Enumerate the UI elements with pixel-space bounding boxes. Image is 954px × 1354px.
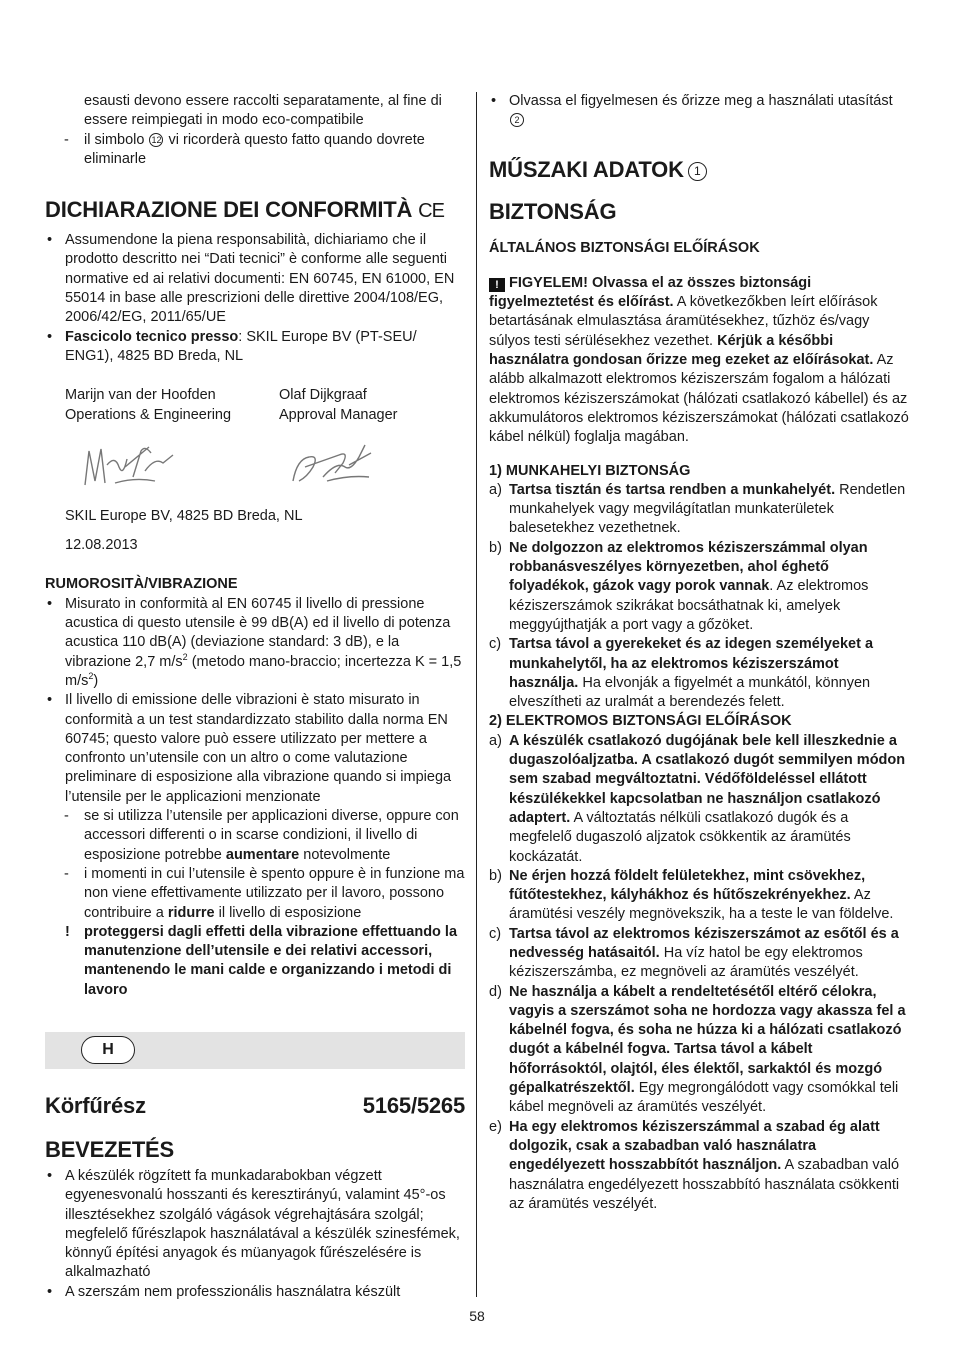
language-section-bar (45, 1032, 465, 1069)
conformity-bullet-2: • Fascicolo tecnico presso: SKIL Europe BV (PT-SEU/ ENG1), 4825 BD Breda, NL (45, 328, 465, 367)
signer-2-role: Approval Manager (279, 406, 398, 423)
noise-bullet-2: • Il livello di emissione delle vibrazioni è stato misurato in conformità a un test standardizzato stabilito dalla norma EN 60745; questo valore può essere utilizzato per mettere a confronto un’utensile con un altro o come valutazione preliminare di esposizione alla vibrazione quando si impiega l’utensile per le applicazioni menzionate (45, 691, 465, 807)
exclamation-icon: ! (65, 923, 70, 940)
safety-heading: BIZTONSÁG (489, 198, 617, 224)
signature-1-image (75, 437, 279, 497)
intro-bullet-1: • A készülék rögzített fa munkadarabokban végzett egyenesvonalú hosszanti és keresztirányú, valamint 45°-os illesztésekhez szolgáló vágások végrehajtására szolgál; megfelelő fűrészlapok használatával a készülék szinesfémek, könnyű építési anyagok és müanyagok fűrészelésére is alkalmazható (45, 1167, 465, 1283)
noise-heading: RUMOROSITÀ/VIBRAZIONE (45, 576, 238, 593)
noise-dash-1: - se si utilizza l’utensile per applicazioni diverse, oppure con accessori differenti o in scarse condizioni, il livello di esposizione potrebbe aumentare notevolmente (45, 807, 465, 865)
electrical-safety-heading: 2) ELEKTROMOS BIZTONSÁGI ELŐÍRÁSOK (489, 713, 792, 730)
intro-heading: BEVEZETÉS (45, 1136, 175, 1162)
left-column (45, 92, 465, 1302)
general-safety-heading: ÁLTALÁNOS BIZTONSÁGI ELŐÍRÁSOK (489, 239, 760, 256)
language-badge: H (81, 1036, 135, 1064)
conformity-bullet-1: • Assumendone la piena responsabilità, dichiariamo che il prodotto descritto nei “Dati tecnici” è conforme alle seguenti normative ed ai relativi documenti: EN 60745, EN 61000, EN 55014 in base alle prescrizioni delle direttive 2004/108/EG, 2006/42/EG, 2011/65/UE (45, 231, 465, 327)
signer-2-name: Olaf Dijkgraaf (279, 387, 367, 404)
noise-bullet-1: • Misurato in conformità al EN 60745 il livello di pressione acustica di questo utensile è 99 dB(A) ed il livello di potenza acustica 110 dB(A) (deviazione standard: 3 dB), e la vibrazione 2,7 $m/s^2$ (metodo mano-braccio; incertezza K = 1,5 $m/s^2$) (45, 595, 465, 691)
tech-data-heading: MŰSZAKI ADATOK 1 (489, 157, 911, 183)
work-area-heading: 1) MUNKAHELYI BIZTONSÁG (489, 462, 691, 479)
work-area-a: a) Tartsa tisztán és tartsa rendben a munkahelyét. Rendetlen munkahelyek vagy megvilágítatlan munkaterületek balesetekhez vezethetnek. (489, 481, 906, 537)
warning-triangle-icon: ! (489, 278, 505, 292)
product-name: Körfűrész (45, 1092, 146, 1118)
electrical-b: b) Ne érjen hozzá földelt felületekhez, mint csövekhez, fűtőtestekhez, kályhákhoz és hűtőszekrényekhez. Az áramütési veszély megnövekszik, ha a teste le van földelve. (489, 867, 894, 923)
signature-images (45, 437, 465, 499)
signer-1-role: Operations & Engineering (65, 406, 232, 423)
signatories (45, 386, 465, 425)
electrical-a: a) A készülék csatlakozó dugójának bele kell illeszkednie a dugaszolóaljzatba. A csatlakozó dugót semmilyen módon sem szabad megváltoztatni. Védőföldeléssel ellátott készülékekkel kapcsolatban ne használjon csatlakozó adaptert. A változtatás nélküli csatlakozó dugók és a megfelelő dugaszoló aljzatok csökkentik az áramütés kockázatát. (489, 732, 906, 865)
work-area-c: c) Tartsa távol a gyerekeket és az idegen személyeket a munkahelytől, ha az elektromos kéziszerszámot használja. Ha elvonják a figyelmét a munkától, könnyen elveszítheti az uralmát a berendezés felett. (489, 636, 874, 711)
noise-dash-2: - i momenti in cui l’utensile è spento oppure è in funzione ma non viene effettivamente utilizzato per il lavoro, possono contribuire a ridurre il livello di esposizione (45, 865, 465, 923)
company-address: SKIL Europe BV, 4825 BD Breda, NL (65, 507, 303, 524)
symbol-2-icon: 2 (510, 113, 524, 127)
electrical-e: e) Ha egy elektromos kéziszerszámmal a szabad ég alatt dolgozik, csak a szabadban való használatra engedélyezett hosszabbítót használjon. A szabadban való használatra engedélyezett hosszabbító használata csökkenti az áramütés veszélyét. (489, 1118, 900, 1212)
work-area-b: b) Ne dolgozzon az elektromos kéziszerszámmal olyan robbanásveszélyes környezetben, ahol éghető folyadékok, gázok vagy porok vannak. Az elektromos kéziszerszámok szikrákat bocsáthatnak ki, amelyek meggyújthatják a port vagy a gőzöket. (489, 539, 869, 633)
page-number: 58 (469, 1308, 485, 1324)
read-manual-bullet: • Olvassa el figyelmesen és őrizze meg a használati utasítást 2 (489, 92, 911, 131)
signer-1-name: Marijn van der Hoofden (65, 387, 216, 404)
product-model: 5165/5265 (362, 1092, 465, 1118)
vibration-warning: ! proteggersi dagli effetti della vibrazione effettuando la manutenzione dell’utensile e dei relativi accessori, mantenendo le mani calde e organizzando i metodi di lavoro (65, 923, 458, 998)
intro-bullet-2: • A szerszám nem professzionális használatra készült (45, 1283, 465, 1302)
conformity-heading: DICHIARAZIONE DEI CONFORMITÀ CE (45, 197, 444, 223)
ce-mark-icon: CE (418, 200, 444, 223)
column-divider (476, 92, 477, 1297)
electrical-d: d) Ne használja a kábelt a rendeltetésétől eltérő célokra, vagyis a szerszámot soha ne hordozza vagy akassza fel a kábelnél fogva, és soha ne húzza ki a hálózati csatlakozó dugót a kábelnél fogva. Tartsa távol a kábelt hőforrásoktól, olajtól, éles élektől, sarkaktól és mozgó gépalkatrészektől. Egy megrongálódott vagy csomókkal teli kábel megnöveli az áramütés veszélyét. (489, 983, 906, 1116)
electrical-c: c) Tartsa távol az elektromos kéziszerszámot az esőtől és a nedvesség hatásaitól. Ha víz hatol be egy elektromos kéziszerszámba, ez megnöveli az áramütés veszélyét. (489, 925, 899, 981)
disposal-continued: esausti devono essere raccolti separatamente, al fine di essere reimpiegati in modo eco-compatibile (84, 93, 442, 129)
signature-date: 12.08.2013 (65, 537, 138, 554)
general-warning: ! FIGYELEM! Olvassa el az összes biztonsági figyelmeztetést és előírást. A következőkben leírt előírások betartásának elmulasztása áramütésekhez, tűzhöz és/vagy súlyos testi sérülésekhez vezethet. Kérjük a későbbi használatra gondosan őrizze meg ezeket az előírásokat. Az alább alkalmazott elektromos kéziszerszám fogalom a hálózati elektromos kéziszerszámokat (hálózati csatlakozó kábellel) és az akkumulátoros elektromos kéziszerszámokat (hálózati csatlakozó kábel nélkül) foglalja magában. (489, 274, 909, 446)
symbol-1-icon: 1 (688, 162, 707, 181)
symbol-12-icon: 12 (151, 134, 162, 145)
right-column (489, 92, 911, 1214)
product-title-row (45, 1093, 465, 1119)
signature-2-image (279, 437, 465, 497)
disposal-symbol-note: - il simbolo 12 vi ricorderà questo fatto quando dovrete eliminarle (45, 131, 465, 170)
